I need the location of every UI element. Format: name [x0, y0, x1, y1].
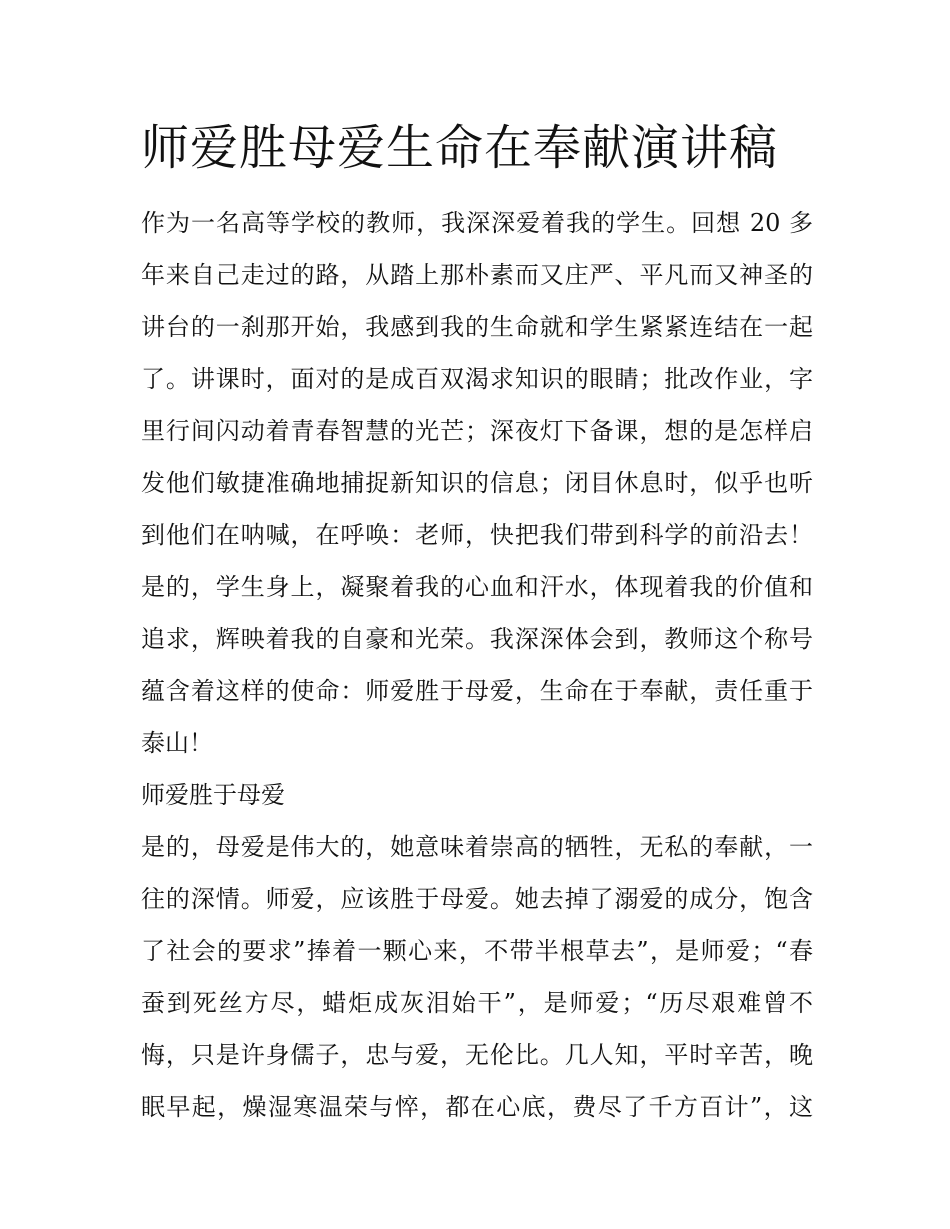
paragraph-line: 泰山！ [141, 729, 213, 757]
paragraph-line: 了。讲课时，面对的是成百双渴求知识的眼睛；批改作业，字 [141, 365, 813, 393]
paragraph-line: 是的，母爱是伟大的，她意味着崇高的牺牲，无私的奉献，一 [141, 833, 813, 861]
paragraph-line: 蕴含着这样的使命：师爱胜于母爱，生命在于奉献，责任重于 [141, 677, 813, 705]
paragraph-line: 了社会的要求”捧着一颗心来，不带半根草去”，是师爱；“春 [141, 937, 813, 965]
paragraph-line: 到他们在呐喊，在呼唤：老师，快把我们带到科学的前沿去！ [141, 521, 813, 549]
section-heading: 师爱胜于母爱 [141, 781, 285, 809]
document-title: 师爱胜母爱生命在奉献演讲稿 [141, 120, 779, 176]
paragraph-line: 发他们敏捷准确地捕捉新知识的信息；闭目休息时，似乎也听 [141, 469, 813, 497]
paragraph-mother-love [141, 821, 813, 1133]
paragraph-line: 讲台的一刹那开始，我感到我的生命就和学生紧紧连结在一起 [141, 313, 813, 341]
paragraph-line: 往的深情。师爱，应该胜于母爱。她去掉了溺爱的成分，饱含 [141, 885, 813, 913]
paragraph-line: 悔，只是许身儒子，忠与爱，无伦比。几人知，平时辛苦，晚 [141, 1041, 813, 1069]
paragraph-intro [141, 197, 813, 769]
paragraph-line: 年来自己走过的路，从踏上那朴素而又庄严、平凡而又神圣的 [141, 261, 813, 289]
paragraph-line: 追求，辉映着我的自豪和光荣。我深深体会到，教师这个称号 [141, 625, 813, 653]
paragraph-line: 眠早起，燥湿寒温荣与悴，都在心底，费尽了千方百计”，这 [141, 1093, 813, 1121]
paragraph-line: 是的，学生身上，凝聚着我的心血和汗水，体现着我的价值和 [141, 573, 813, 601]
paragraph-line: 里行间闪动着青春智慧的光芒；深夜灯下备课，想的是怎样启 [141, 417, 813, 445]
paragraph-line: 蚕到死丝方尽，蜡炬成灰泪始干”，是师爱；“历尽艰难曾不 [141, 989, 813, 1017]
document-body [141, 197, 813, 1133]
paragraph-line: 作为一名高等学校的教师，我深深爱着我的学生。回想 20 多 [141, 209, 813, 237]
